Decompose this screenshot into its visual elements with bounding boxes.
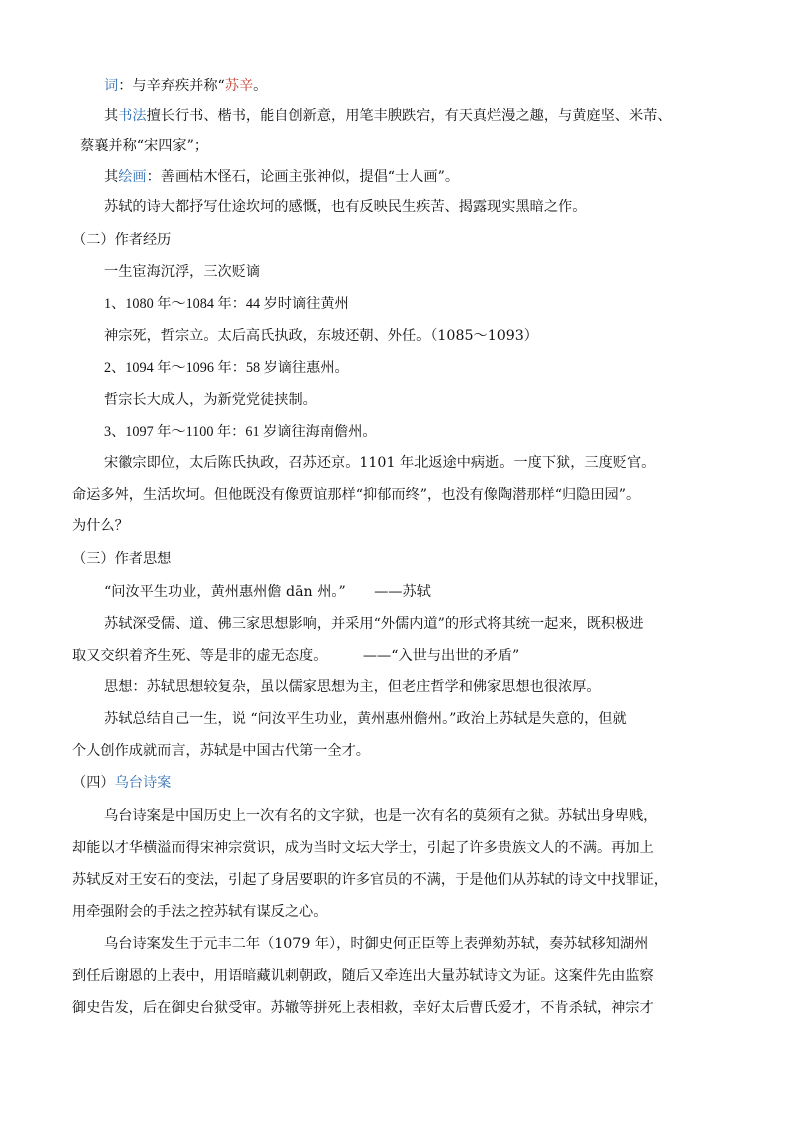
term-suxin: 苏辛 [224,78,254,94]
section-heading-experience: （二）作者经历 [72,232,172,248]
text: 其 [104,169,119,185]
paragraph-exile-1: 1、1080 年～1084 年：44 岁时谪往黄州 [104,296,349,312]
paragraph-ci [104,76,267,96]
paragraph-influences-cont: 取又交织着齐生死、等是非的虚无态度。 ——“入世与出世的矛盾” [72,648,520,664]
paragraph-self-summary: 苏轼总结自己一生，说 “问汝平生功业，黄州惠州儋州。”政治上苏轼是失意的，但就 [104,711,627,727]
paragraph-shenzong: 神宗死，哲宗立。太后高氏执政，东坡还朝、外任。（1085～1093） [104,328,538,344]
quote-su-shi: “问汝平生功业，黄州惠州儋 dān 州。” ——苏轼 [104,584,431,600]
text: 其 [104,108,119,124]
paragraph-calligraphy-cont: 蔡襄并称“宋四家”； [80,138,209,154]
paragraph-painting [104,167,459,187]
section-heading-wutai [72,773,171,793]
text: ：善画枯木怪石，论画主张神似，提倡“士人画”。 [146,169,460,185]
paragraph-wutai-2: 乌台诗案发生于元丰二年（1079 年），时御史何正臣等上表弹劾苏轼，奏苏轼移知湖州 [104,936,649,952]
term-calligraphy: 书法 [118,108,147,124]
paragraph-thought: 思想：苏轼思想较复杂，虽以儒家思想为主，但老庄哲学和佛家思想也很浓厚。 [104,679,601,695]
paragraph-zhezong: 哲宗长大成人，为新党党徒挟制。 [104,392,317,408]
text: ：与辛弃疾并称“ [118,78,225,94]
text: （四） [72,775,115,791]
paragraph-wutai-1: 乌台诗案是中国历史上一次有名的文字狱，也是一次有名的莫须有之狱。苏轼出身卑贱， [104,808,658,824]
paragraph-fate: 命运多舛，生活坎坷。但他既没有像贾谊那样“抑郁而终”，也没有像陶潜那样“归隐田园”。 [72,487,641,503]
paragraph-calligraphy [104,106,672,126]
paragraph-self-summary-cont: 个人创作成就而言，苏轼是中国古代第一全才。 [72,743,370,759]
paragraph-wutai-1d: 用牵强附会的手法之控苏轼有谋反之心。 [72,904,328,920]
term-painting: 绘画 [118,169,147,185]
paragraph-wutai-2c: 御史告发，后在御史台狱受审。苏辙等拼死上表相救，幸好太后曹氏爱才，不肯杀轼，神宗才 [72,1000,654,1016]
paragraph-exile-2: 2、1094 年～1096 年：58 岁谪往惠州。 [104,360,349,376]
section-heading-thought: （三）作者思想 [72,551,172,567]
paragraph-wutai-1b: 却能以才华横溢而得宋神宗赏识，成为当时文坛大学士，引起了许多贵族文人的不满。再加上 [72,840,654,856]
paragraph-poetry: 苏轼的诗大都抒写仕途坎坷的感慨，也有反映民生疾苦、揭露现实黑暗之作。 [104,199,587,215]
paragraph-question: 为什么？ [72,518,129,534]
term-ci: 词 [104,78,119,94]
text: 擅长行书、楷书，能自创新意，用笔丰腴跌宕，有天真烂漫之趣，与黄庭坚、米芾、 [146,108,672,124]
paragraph-huizong: 宋徽宗即位，太后陈氏执政，召苏还京。1101 年北返途中病逝。一度下狱，三度贬官。 [104,455,656,471]
paragraph-wutai-2b: 到任后谢恩的上表中，用语暗藏讥刺朝政，随后又牵连出大量苏轼诗文为证。这案件先由监察 [72,968,654,984]
paragraph-wutai-1c: 苏轼反对王安石的变法，引起了身居要职的许多官员的不满，于是他们从苏轼的诗文中找罪证， [72,872,668,888]
text: 。 [253,78,268,94]
paragraph-influences: 苏轼深受儒、道、佛三家思想影响，并采用“外儒内道”的形式将其统一起来，既积极进 [104,616,644,632]
paragraph-summary: 一生宦海沉浮，三次贬谪 [104,264,261,280]
term-wutai: 乌台诗案 [114,775,172,791]
paragraph-exile-3: 3、1097 年～1100 年：61 岁谪往海南儋州。 [104,424,377,440]
